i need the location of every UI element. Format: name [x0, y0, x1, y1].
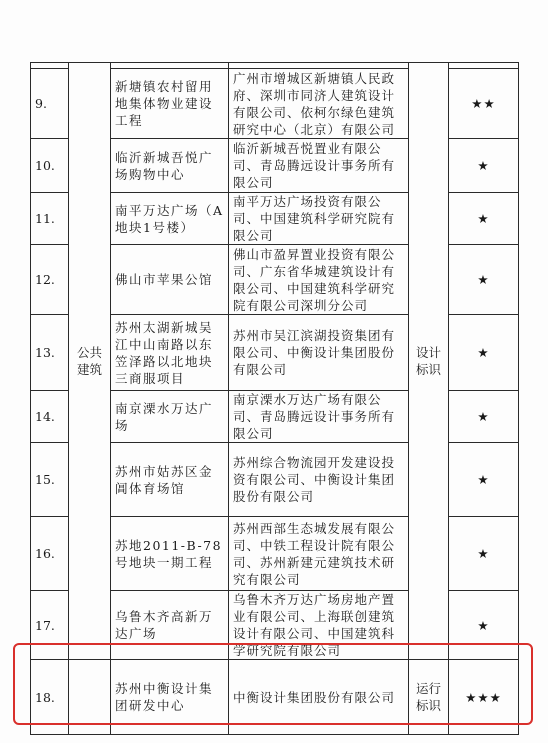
row-number: 9. [31, 69, 69, 139]
star-rating: ★ [449, 139, 519, 193]
row-number: 16. [31, 517, 69, 591]
star-rating: ★ [449, 245, 519, 315]
star-rating: ★ [449, 391, 519, 443]
row-number: 17. [31, 591, 69, 660]
project-name: 南平万达广场（A地块1号楼） [111, 193, 229, 245]
star-rating: ★★ [449, 69, 519, 139]
table-row-highlighted [31, 660, 519, 735]
company-names: 中衡设计集团股份有限公司 [229, 660, 409, 735]
star-rating: ★ [449, 193, 519, 245]
project-name: 南京溧水万达广场 [111, 391, 229, 443]
project-name: 苏州中衡设计集团研发中心 [111, 660, 229, 735]
certification-table [30, 62, 519, 735]
row-number: 14. [31, 391, 69, 443]
company-names: 苏州西部生态城发展有限公司、中铁工程设计院有限公司、苏州新建元建筑技术研究有限公司 [229, 517, 409, 591]
company-names: 广州市增城区新塘镇人民政府、深圳市同济人建筑设计有限公司、依柯尔绿色建筑研究中心（北京）有限公司 [229, 69, 409, 139]
row-number: 12. [31, 245, 69, 315]
row-number: 10. [31, 139, 69, 193]
company-names: 南平万达广场投资有限公司、中国建筑科学研究院有限公司 [229, 193, 409, 245]
project-name: 佛山市苹果公馆 [111, 245, 229, 315]
project-name: 苏地2011-B-78号地块一期工程 [111, 517, 229, 591]
row-number: 15. [31, 443, 69, 517]
category-cell [69, 63, 111, 660]
project-name: 苏州市姑苏区金阊体育场馆 [111, 443, 229, 517]
star-rating: ★★★ [449, 660, 519, 735]
category-label: 公共建筑 [76, 345, 102, 377]
row-number: 13. [31, 315, 69, 391]
star-rating: ★ [449, 443, 519, 517]
company-names: 苏州综合物流园开发建设投资有限公司、中衡设计集团股份有限公司 [229, 443, 409, 517]
company-names: 乌鲁木齐万达广场房地产置业有限公司、上海联创建筑设计有限公司、中国建筑科学研究院有限公司 [229, 591, 409, 660]
company-names: 佛山市盈昇置业投资有限公司、广东省华城建筑设计有限公司、中国建筑科学研究院有限公司深圳分公司 [229, 245, 409, 315]
company-names: 临沂新城吾悦置业有限公司、青岛腾远设计事务所有限公司 [229, 139, 409, 193]
project-name: 苏州太湖新城吴江中山南路以东笠泽路以北地块三商服项目 [111, 315, 229, 391]
project-name: 乌鲁木齐高新万达广场 [111, 591, 229, 660]
operation-type-label: 运行标识 [409, 660, 449, 735]
star-rating: ★ [449, 517, 519, 591]
category-cell-empty [69, 660, 111, 735]
company-names: 苏州市吴江滨湖投资集团有限公司、中衡设计集团股份有限公司 [229, 315, 409, 391]
design-type-cell [409, 63, 449, 660]
row-number: 11. [31, 193, 69, 245]
project-name: 临沂新城吾悦广场购物中心 [111, 139, 229, 193]
star-rating: ★ [449, 315, 519, 391]
project-name: 新塘镇农村留用地集体物业建设工程 [111, 69, 229, 139]
design-type-label: 设计标识 [415, 345, 441, 377]
row-number: 18. [31, 660, 69, 735]
company-names: 南京溧水万达广场有限公司、青岛腾远设计事务所有限公司 [229, 391, 409, 443]
star-rating: ★ [449, 591, 519, 660]
